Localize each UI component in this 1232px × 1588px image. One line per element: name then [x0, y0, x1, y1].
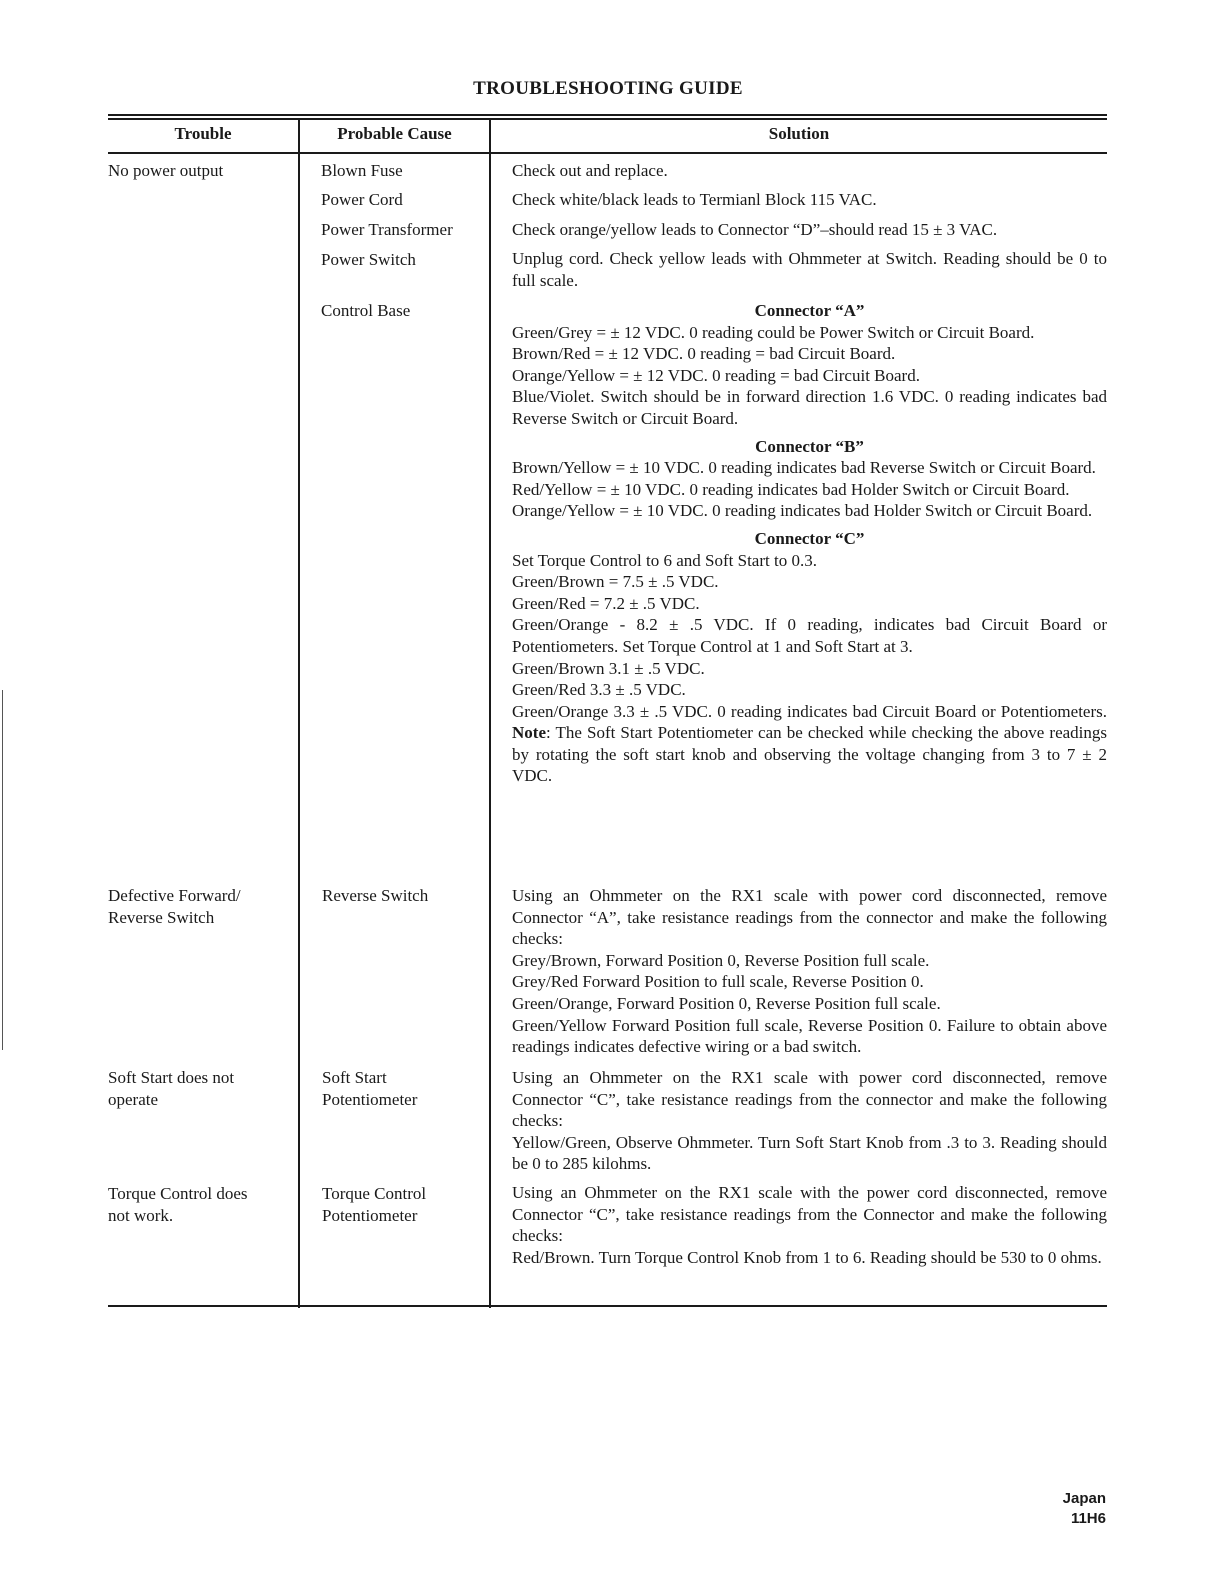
- solution-power-switch: Unplug cord. Check yellow leads with Ohmmeter at Switch. Reading should be 0 to full scale.: [512, 249, 1107, 290]
- note-label: Note: [512, 723, 546, 743]
- connector-c-line: Green/Brown = 7.5 ± .5 VDC.: [512, 572, 719, 592]
- connector-c-note-post: : The Soft Start Potentiometer can be checked while checking the above readings by rotating the soft start knob and observing the voltage changing from 3 to 7 ± 2 VDC.: [512, 723, 1107, 786]
- connector-a-line: Green/Grey = ± 12 VDC. 0 reading could be Power Switch or Circuit Board.: [512, 322, 1035, 342]
- trouble-no-power: No power output: [108, 161, 224, 180]
- connector-b-heading: Connector “B”: [755, 436, 864, 456]
- footer-region: Japan: [1062, 1490, 1106, 1507]
- connector-c-note-pre: Green/Orange 3.3 ± .5 VDC. 0 reading indicates bad Circuit Board or Potentiometers.: [512, 701, 1107, 721]
- header-solution: Solution: [768, 124, 830, 143]
- connector-a-line: Orange/Yellow = ± 12 VDC. 0 reading = bad Circuit Board.: [512, 365, 920, 385]
- cause-power-switch: Power Switch: [321, 250, 416, 269]
- cause-blown-fuse: Blown Fuse: [321, 161, 403, 180]
- connector-c-line: Green/Red = 7.2 ± .5 VDC.: [512, 593, 700, 613]
- solution-torque-control: [512, 1182, 1107, 1268]
- connector-a-heading: Connector “A”: [754, 301, 865, 320]
- top-rule-1: [108, 114, 1107, 116]
- connector-a-line: Blue/Violet. Switch should be in forward direction 1.6 VDC. 0 reading indicates bad Reverse Switch or Circuit Board.: [512, 387, 1107, 428]
- reverse-line: Using an Ohmmeter on the RX1 scale with power cord disconnected, remove Connector “A”, take resistance readings from the connector and make the following checks:: [512, 886, 1107, 949]
- top-rule-2: [108, 118, 1107, 120]
- connector-c-line: Green/Red 3.3 ± .5 VDC.: [512, 680, 686, 700]
- scan-margin-mark: [2, 690, 3, 1050]
- bottom-rule: [108, 1305, 1107, 1307]
- column-divider-2: [489, 118, 491, 1308]
- trouble-soft-start: Soft Start does not operate: [108, 1068, 235, 1109]
- soft-start-line: Yellow/Green, Observe Ohmmeter. Turn Soft Start Knob from .3 to 3. Reading should be 0 to 285 kilohms.: [512, 1132, 1107, 1174]
- page-title: TROUBLESHOOTING GUIDE: [473, 78, 743, 99]
- connector-c-heading: Connector “C”: [754, 528, 865, 548]
- solution-blown-fuse: Check out and replace.: [512, 161, 668, 180]
- connector-b-line: Orange/Yellow = ± 10 VDC. 0 reading indicates bad Holder Switch or Circuit Board.: [512, 501, 1093, 521]
- torque-line: Using an Ohmmeter on the RX1 scale with the power cord disconnected, remove Connector “C”, take resistance readings from the Connector and make the following checks:: [512, 1183, 1107, 1246]
- reverse-line: Grey/Brown, Forward Position 0, Reverse Position full scale.: [512, 950, 930, 970]
- reverse-line: Grey/Red Forward Position to full scale, Reverse Position 0.: [512, 972, 924, 992]
- header-cause: Probable Cause: [337, 124, 452, 143]
- connector-b-line: Red/Yellow = ± 10 VDC. 0 reading indicates bad Holder Switch or Circuit Board.: [512, 479, 1070, 499]
- connector-c-note-paragraph: [512, 701, 1107, 787]
- header-trouble: Trouble: [174, 124, 232, 143]
- solution-power-cord: Check white/black leads to Termianl Block 115 VAC.: [512, 190, 877, 209]
- solution-power-transformer: Check orange/yellow leads to Connector “D”–should read 15 ± 3 VAC.: [512, 220, 998, 239]
- connector-b-line: Brown/Yellow = ± 10 VDC. 0 reading indicates bad Reverse Switch or Circuit Board.: [512, 458, 1096, 478]
- reverse-line: Green/Orange, Forward Position 0, Reverse Position full scale.: [512, 993, 941, 1013]
- connector-c-line: Green/Orange - 8.2 ± .5 VDC. If 0 reading, indicates bad Circuit Board or Potentiometers. Set Torque Control at 1 and Soft Start at 3.: [512, 615, 1107, 656]
- solution-reverse-switch: [512, 885, 1107, 1058]
- cause-reverse-switch: Reverse Switch: [322, 886, 429, 905]
- connector-c-line: Green/Brown 3.1 ± .5 VDC.: [512, 658, 705, 678]
- solution-soft-start: [512, 1067, 1107, 1175]
- trouble-reverse-switch: Defective Forward/ Reverse Switch: [108, 886, 241, 927]
- cause-power-transformer: Power Transformer: [321, 220, 453, 239]
- trouble-torque-control: Torque Control does not work.: [108, 1184, 248, 1225]
- column-divider-1: [298, 118, 300, 1308]
- soft-start-line: Using an Ohmmeter on the RX1 scale with power cord disconnected, remove Connector “C”, take resistance readings from the connector and make the following checks:: [512, 1068, 1107, 1131]
- torque-line: Red/Brown. Turn Torque Control Knob from 1 to 6. Reading should be 530 to 0 ohms.: [512, 1247, 1102, 1267]
- solution-control-base: [512, 300, 1107, 787]
- cause-soft-start: Soft Start Potentiometer: [322, 1068, 418, 1109]
- header-rule: [108, 152, 1107, 154]
- footer-page-code: 11H6: [1070, 1510, 1106, 1527]
- cause-torque-control: Torque Control Potentiometer: [322, 1184, 427, 1225]
- cause-power-cord: Power Cord: [321, 190, 403, 209]
- cause-control-base: Control Base: [321, 301, 411, 320]
- connector-c-line: Set Torque Control to 6 and Soft Start to 0.3.: [512, 550, 817, 570]
- reverse-line: Green/Yellow Forward Position full scale, Reverse Position 0. Failure to obtain above readings indicates defective wiring or a bad switch.: [512, 1015, 1107, 1057]
- connector-a-line: Brown/Red = ± 12 VDC. 0 reading = bad Circuit Board.: [512, 344, 896, 364]
